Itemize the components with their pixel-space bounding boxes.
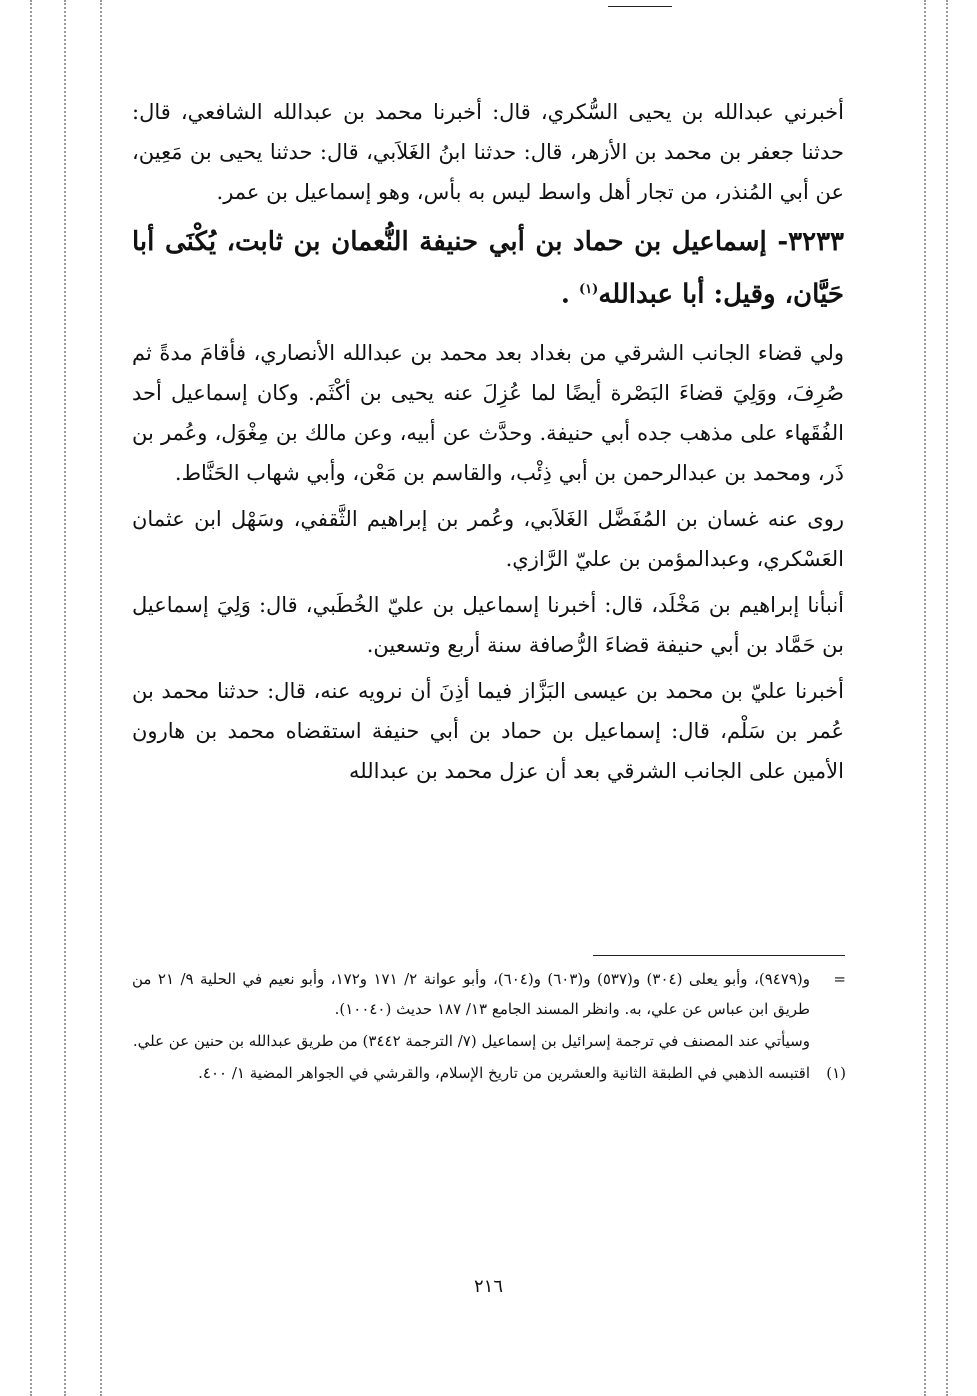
paragraph-3: روى عنه غسان بن المُفَضَّل الغَلاَبي، وعُمر بن إبراهيم الثَّقفي، وسَهْل ابن عثمان العَسْكري، وعبدالمؤمن بن عليّ الرَّازي. bbox=[132, 506, 844, 571]
paragraph-2: ولي قضاء الجانب الشرقي من بغداد بعد محمد بن عبدالله الأنصاري، فأقامَ مدةً ثم صُرِفَ، ووَلِيَ قضاءَ البَصْرة أيضًا لما عُزِلَ عنه يحيى بن أكْثَم. وكان إسماعيل أحد الفُقَهاء على مذهب جده أبي حنيفة. وحدَّث عن أبيه، وعن مالك بن مِغْوَل، وعُمر بن ذَر، ومحمد بن عبدالرحمن بن أبي ذِئْب، والقاسم بن مَعْن، وأبي شهاب الحَنَّاط. bbox=[132, 340, 844, 485]
page-number: ٢١٦ bbox=[473, 1276, 503, 1297]
margin-dotted-line bbox=[946, 0, 948, 1396]
footnote-continuation-2: وسيأتي عند المصنف في ترجمة إسرائيل بن إسماعيل (٧/ الترجمة ٣٤٤٢) من طريق عبدالله بن حنين عن علي. bbox=[132, 1032, 810, 1050]
footnote-ref[interactable]: (١) bbox=[579, 282, 599, 297]
footnote-1-text: اقتبسه الذهبي في الطبقة الثانية والعشرين من تاريخ الإسلام، والقرشي في الجواهر المضية ١/ ٤٠٠. bbox=[198, 1064, 810, 1082]
margin-dotted-line bbox=[30, 0, 32, 1396]
entry-heading bbox=[132, 218, 844, 319]
paragraph-4: أنبأنا إبراهيم بن مَخْلَد، قال: أخبرنا إسماعيل بن عليّ الخُطَبي، قال: وَلِيَ إسماعيل بن حَمَّاد بن أبي حنيفة قضاءَ الرُّصافة سنة أربع وتسعين. bbox=[132, 592, 844, 657]
footnote-separator bbox=[593, 955, 845, 956]
header-rule bbox=[608, 6, 672, 7]
footnote-continuation-1 bbox=[132, 964, 844, 1024]
margin-dotted-line bbox=[924, 0, 926, 1396]
footnote-mark: (١) bbox=[826, 1064, 846, 1082]
paragraph-5: أخبرنا عليّ بن محمد بن عيسى البَزَّاز فيما أذِنَ أن نرويه عنه، قال: حدثنا محمد بن عُمر بن سَلْم، قال: إسماعيل بن حماد بن أبي حنيفة استقضاه محمد بن هارون الأمين على الجانب الشرقي بعد أن عزل محمد بن عبدالله bbox=[132, 678, 844, 783]
main-text bbox=[132, 92, 844, 791]
footnote-continuation-text: و(٩٤٧٩)، وأبو يعلى (٣٠٤) و(٥٣٧) و(٦٠٣) و(٦٠٤)، وأبو عوانة ٢/ ١٧١ و١٧٢، وأبو نعيم في الحلية ٩/ ٢١ من طريق ابن عباس عن علي، به. وانظر المسند الجامع ١٣/ ١٨٧ حديث (١٠٠٤٠). bbox=[132, 970, 811, 1018]
entry-heading-text: ٣٢٣٣- إسماعيل بن حماد بن أبي حنيفة النُّعمان بن ثابت، يُكْنَى أبا حَيَّان، وقيل: أبا عبدالله bbox=[132, 227, 844, 310]
entry-heading-end: . bbox=[560, 279, 580, 310]
paragraph-1: أخبرني عبدالله بن يحيى السُّكري، قال: أخبرنا محمد بن عبدالله الشافعي، قال: حدثنا جعفر بن محمد بن الأزهر، قال: حدثنا ابنُ الغَلاَبي، قال: حدثنا يحيى بن مَعِين، عن أبي المُنذر، من تجار أهل واسط ليس به بأس، وهو إسماعيل بن عمر. bbox=[132, 100, 844, 204]
continuation-mark: = bbox=[833, 970, 846, 988]
footnotes bbox=[132, 964, 844, 1088]
margin-dotted-line bbox=[100, 0, 102, 1396]
margin-dotted-line bbox=[64, 0, 66, 1396]
footnote-1 bbox=[132, 1058, 844, 1088]
